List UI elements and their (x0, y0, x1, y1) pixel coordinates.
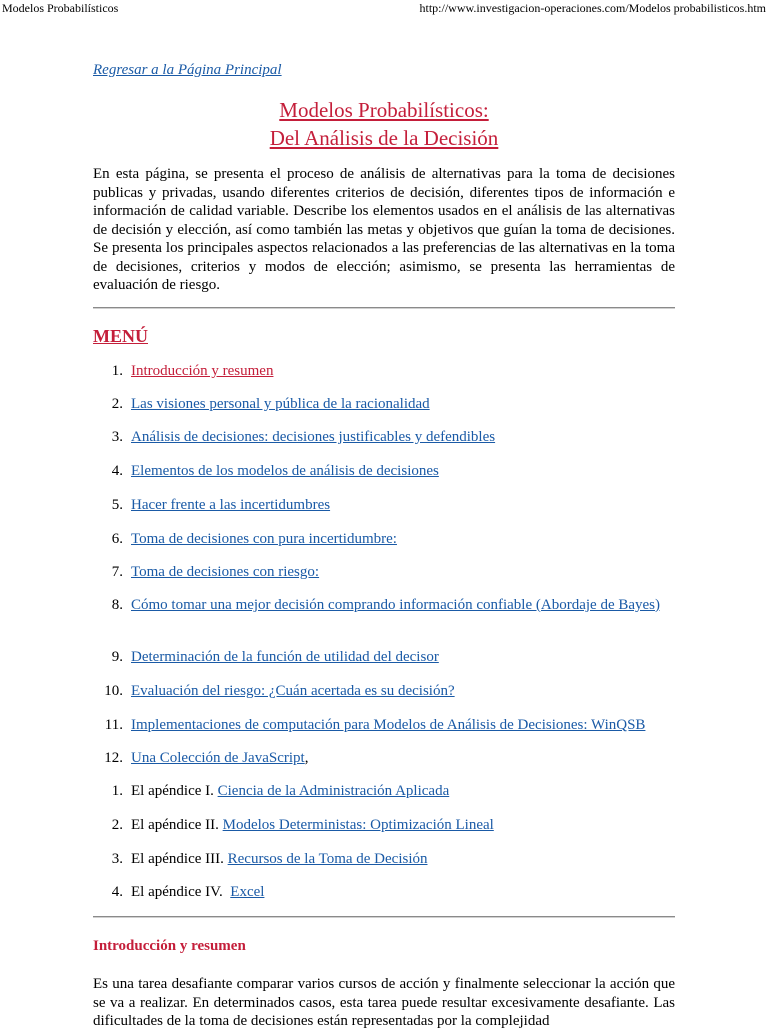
menu-item-number: 2. (111, 396, 123, 412)
divider (93, 307, 675, 309)
menu-item-number: 12. (104, 750, 123, 766)
menu-item-number: 3. (111, 429, 123, 445)
menu-link-incertidumbres[interactable]: Hacer frente a las incertidumbres (131, 497, 331, 513)
appendix-link-excel[interactable]: Excel (230, 884, 265, 900)
section-heading: Introducción y resumen (93, 938, 246, 954)
menu-item-number: 11. (104, 717, 123, 733)
menu-link-riesgo[interactable]: Toma de decisiones con riesgo: (131, 564, 320, 580)
menu-link-evaluacion-riesgo[interactable]: Evaluación del riesgo: ¿Cuán acertada es su decisión? (131, 683, 455, 699)
appendix-prefix: El apéndice II. (131, 817, 219, 833)
appendix-number: 4. (111, 884, 123, 900)
page-title-line-2: Del Análisis de la Decisión (269, 126, 499, 150)
appendix-prefix: El apéndice IV. (131, 884, 223, 900)
menu-item-number: 10. (104, 683, 123, 699)
menu-item-number: 8. (111, 597, 123, 613)
header-url: http://www.investigacion-operaciones.com/Modelos probabilisticos.htm (419, 1, 766, 15)
menu-item-number: 6. (111, 531, 123, 547)
appendix-number: 2. (111, 817, 123, 833)
menu-link-utilidad[interactable]: Determinación de la función de utilidad del decisor (131, 649, 439, 665)
menu-item-number: 1. (111, 363, 123, 379)
menu-heading: MENÚ (93, 326, 148, 346)
divider (93, 916, 675, 918)
menu-link-analisis-decisiones[interactable]: Análisis de decisiones: decisiones justificables y defendibles (131, 429, 496, 445)
appendix-link-recursos[interactable]: Recursos de la Toma de Decisión (227, 851, 428, 867)
menu-item-number: 9. (111, 649, 123, 665)
section-paragraph: Es una tarea desafiante comparar varios cursos de acción y finalmente seleccionar la acción que se va a realizar. En determinados casos, esta tarea puede resultar excesivamente desafiante. Las dificultades de la toma de decisiones están representadas por la complejidad (93, 976, 675, 1029)
menu-link-javascript[interactable]: Una Colección de JavaScript (131, 750, 305, 766)
appendix-prefix: El apéndice III. (131, 851, 224, 867)
appendix-number: 3. (111, 851, 123, 867)
back-to-home-link[interactable]: Regresar a la Página Principal (93, 62, 282, 78)
intro-paragraph: En esta página, se presenta el proceso de análisis de alternativas para la toma de decisiones publicas y privadas, usando diferentes criterios de decisión, diferentes tipos de información e información de calidad variable. Describe los elementos usados en el análisis de las alternativas de decisión y elección, así como también las metas y objetivos que guían la toma de decisiones. Se presenta los principales aspectos relacionados a las preferencias de las alternativas en la toma de decisiones, criterios y modos de elección; asimismo, se presenta las herramientas de evaluación de riesgo. (93, 166, 675, 293)
menu-link-bayes[interactable]: Cómo tomar una mejor decisión comprando información confiable (Abordaje de Bayes) (131, 597, 660, 613)
menu-item-number: 4. (111, 463, 123, 479)
menu-link-elementos[interactable]: Elementos de los modelos de análisis de decisiones (131, 463, 439, 479)
menu-link-pura-incertidumbre[interactable]: Toma de decisiones con pura incertidumbre: (131, 531, 397, 547)
page-title-line-1: Modelos Probabilísticos: (279, 98, 489, 122)
menu-item-number: 7. (111, 564, 123, 580)
menu-item-number: 5. (111, 497, 123, 513)
appendix-link-modelos-deterministas[interactable]: Modelos Deterministas: Optimización Lineal (222, 817, 494, 833)
header-title: Modelos Probabilísticos (2, 1, 119, 15)
appendix-prefix: El apéndice I. (131, 783, 214, 799)
menu-link-introduccion[interactable]: Introducción y resumen (131, 363, 274, 379)
print-header (0, 0, 768, 16)
appendix-number: 1. (111, 783, 123, 799)
menu-link-winqsb[interactable]: Implementaciones de computación para Modelos de Análisis de Decisiones: WinQSB (131, 717, 646, 733)
menu-item-suffix: , (304, 750, 309, 766)
page-title (93, 96, 675, 152)
appendix-link-ciencia-administracion[interactable]: Ciencia de la Administración Aplicada (217, 783, 450, 799)
menu-link-racionalidad[interactable]: Las visiones personal y pública de la racionalidad (131, 396, 430, 412)
